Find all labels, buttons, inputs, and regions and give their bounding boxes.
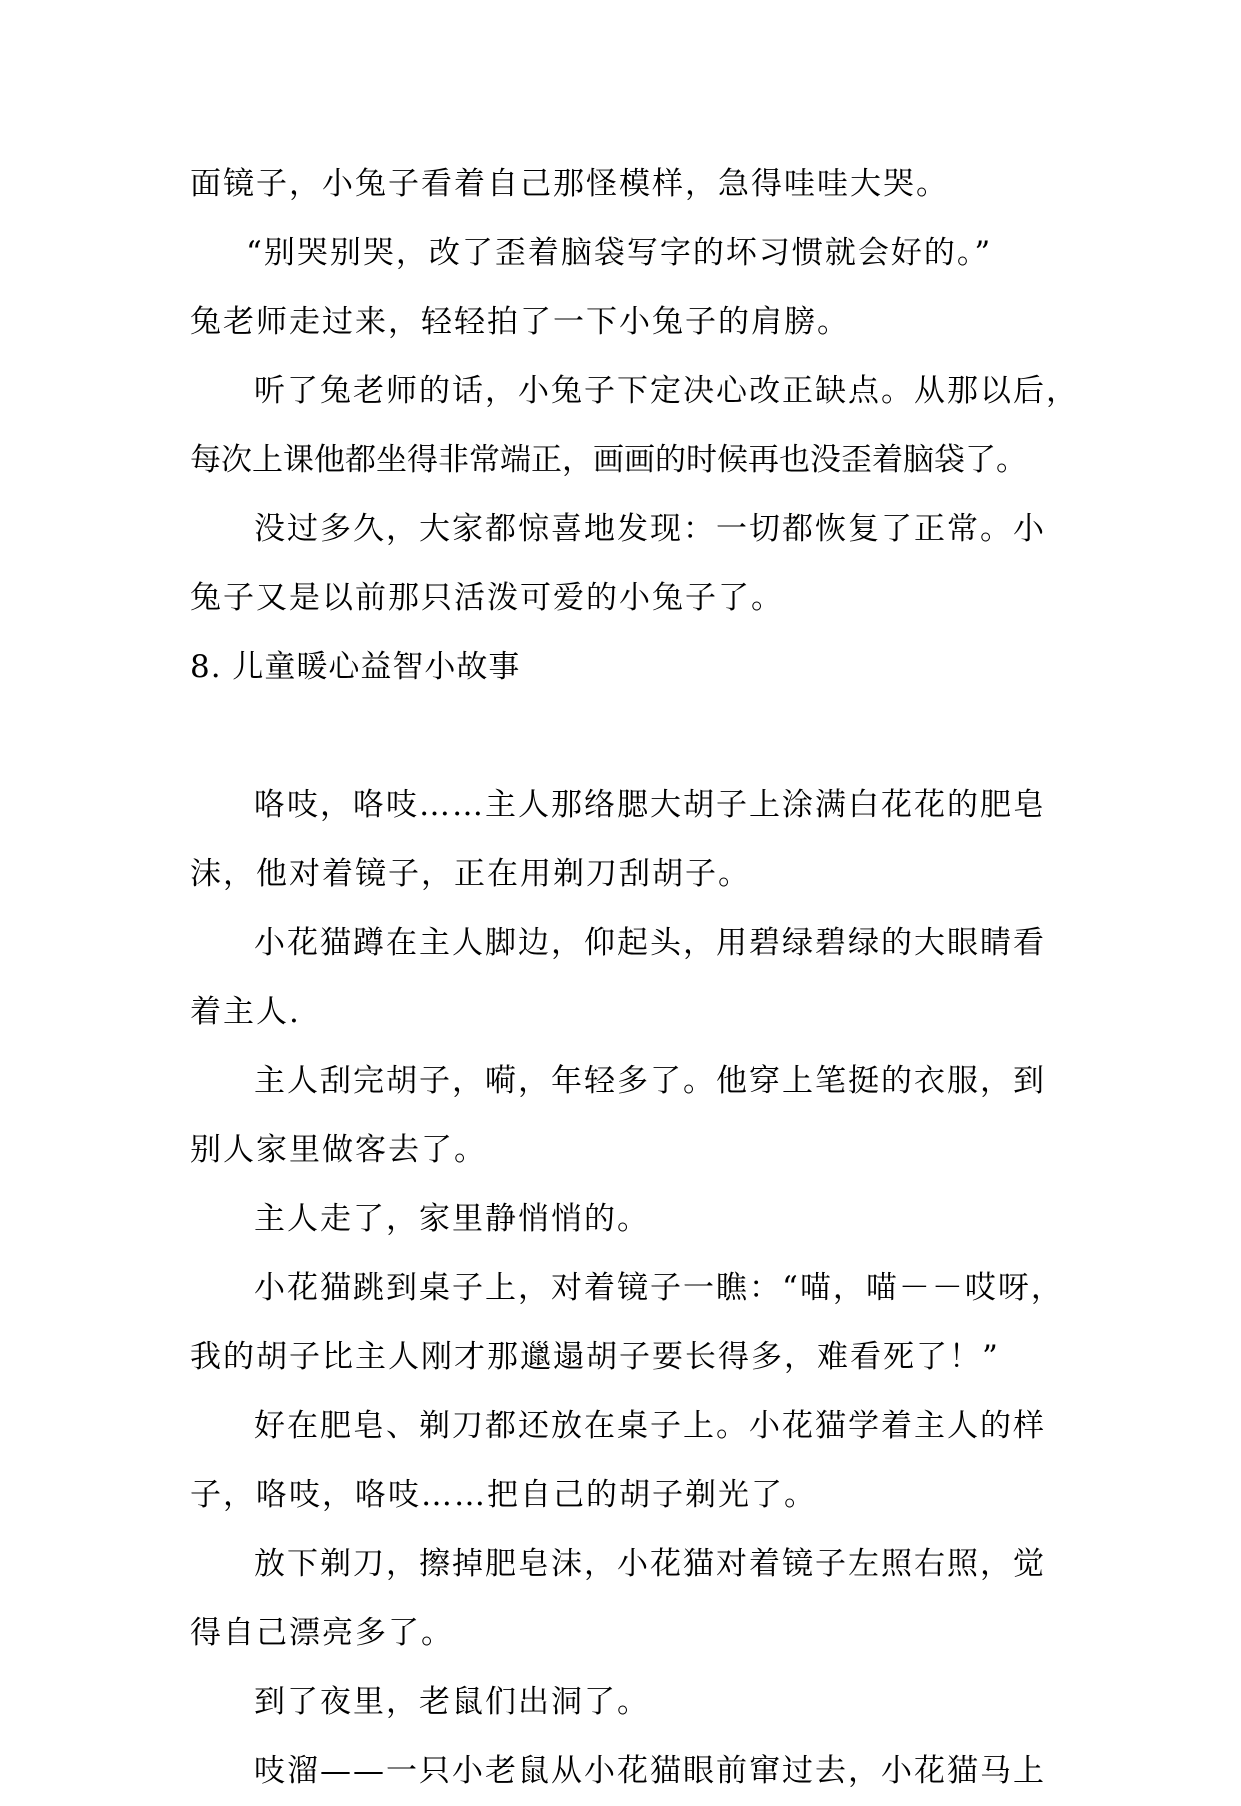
- blank-spacer: [190, 702, 1060, 771]
- text-line: 听了兔老师的话，小兔子下定决心改正缺点。从那以后，: [254, 373, 1079, 409]
- text-line: 放下剃刀，擦掉肥皂沫，小花猫对着镜子左照右照，觉: [254, 1546, 1046, 1582]
- text-line: 沫，他对着镜子，正在用剃刀刮胡子。: [190, 856, 751, 892]
- text-line: 咯吱，咯吱……主人那络腮大胡子上涂满白花花的肥皂: [254, 787, 1046, 823]
- text-line: 好在肥皂、剃刀都还放在桌子上。小花猫学着主人的样: [254, 1408, 1046, 1444]
- document-body: [190, 150, 1079, 1806]
- section-heading: 8. 儿童暖心益智小故事: [190, 649, 521, 685]
- text-line: 吱溜——一只小老鼠从小花猫眼前窜过去，小花猫马上: [254, 1753, 1046, 1789]
- text-line: 到了夜里，老鼠们出洞了。: [254, 1684, 650, 1720]
- text-line: 主人走了，家里静悄悄的。: [254, 1201, 650, 1237]
- text-line: 小花猫蹲在主人脚边，仰起头，用碧绿碧绿的大眼睛看: [254, 925, 1046, 961]
- text-line: “别哭别哭，改了歪着脑袋写字的坏习惯就会好的。”: [246, 235, 993, 271]
- text-line: 我的胡子比主人刚才那邋遢胡子要长得多，难看死了！”: [190, 1339, 1000, 1375]
- text-line: 小花猫跳到桌子上，对着镜子一瞧：“喵，喵－－哎呀，: [254, 1270, 1064, 1306]
- text-line: 得自己漂亮多了。: [190, 1615, 454, 1651]
- text-line: 子，咯吱，咯吱……把自己的胡子剃光了。: [190, 1477, 817, 1513]
- text-line: 着主人.: [190, 994, 301, 1030]
- text-line: 面镜子，小兔子看着自己那怪模样，急得哇哇大哭。: [190, 166, 949, 202]
- text-line: 别人家里做客去了。: [190, 1132, 487, 1168]
- text-line: 每次上课他都坐得非常端正，画画的时候再也没歪着脑袋了。: [190, 442, 1027, 478]
- text-line: 主人刮完胡子，嗬，年轻多了。他穿上笔挺的衣服，到: [254, 1063, 1046, 1099]
- text-line: 兔子又是以前那只活泼可爱的小兔子了。: [190, 580, 784, 616]
- text-line: 兔老师走过来，轻轻拍了一下小兔子的肩膀。: [190, 304, 850, 340]
- text-line: 没过多久，大家都惊喜地发现：一切都恢复了正常。小: [254, 511, 1046, 547]
